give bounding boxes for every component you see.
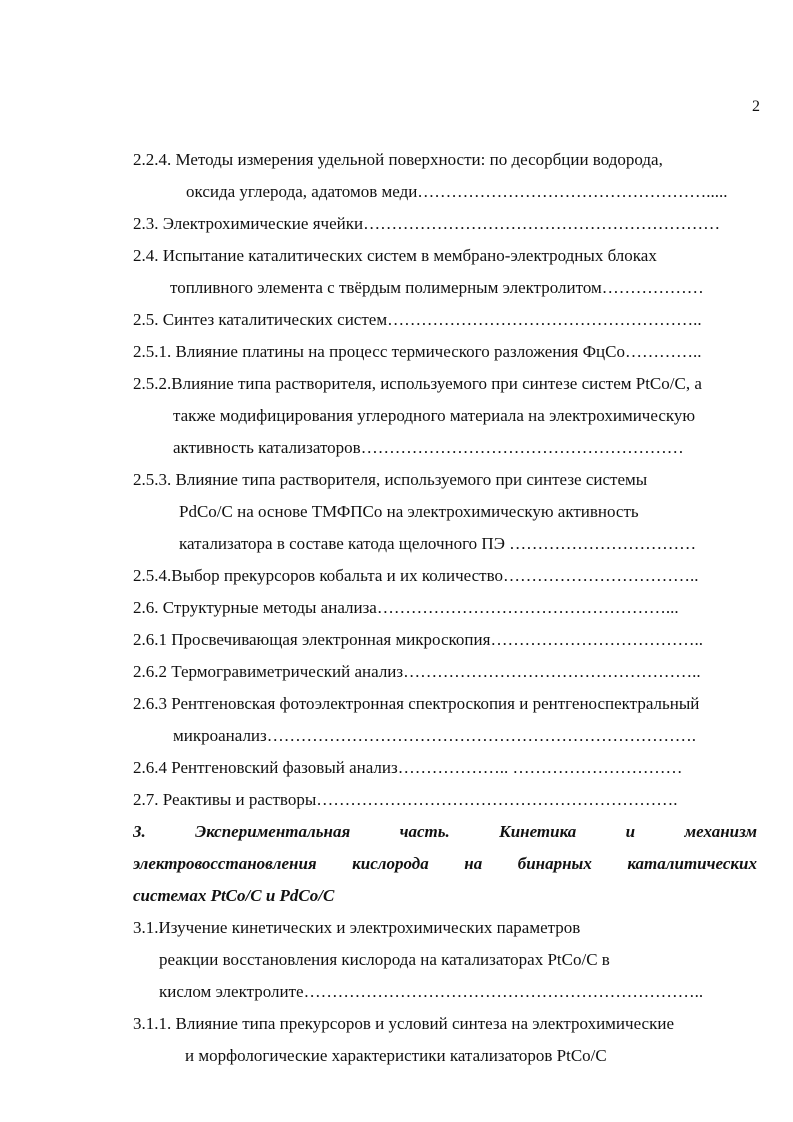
toc-entry-2-4-cont: топливного элемента с твёрдым полимерным электролитом……………… [170,278,704,297]
toc-chapter-3-line2: электровосстановления кислорода на бинарных каталитических [133,854,757,873]
toc-entry-2-7: 2.7. Реактивы и растворы………………………………………………………. [133,790,678,809]
toc-entry-2-5-1: 2.5.1. Влияние платины на процесс термического разложения ФцСо………….. [133,342,702,361]
toc-entry-3-1-1: 3.1.1. Влияние типа прекурсоров и условий синтеза на электрохимические [133,1014,674,1033]
toc-entry-2-3: 2.3. Электрохимические ячейки……………………………………………………… [133,214,721,233]
toc-entry-2-5-2-cont2: активность катализаторов………………………………………………… [173,438,684,457]
toc-entry-2-6-2: 2.6.2 Термогравиметрический анализ…………………………………………….. [133,662,701,681]
toc-entry-2-6-4: 2.6.4 Рентгеновский фазовый анализ……………….. ………………………… [133,758,683,777]
toc-entry-2-6-3: 2.6.3 Рентгеновская фотоэлектронная спектроскопия и рентгеноспектральный [133,694,700,713]
toc-entry-2-5-3: 2.5.3. Влияние типа растворителя, используемого при синтезе системы [133,470,648,489]
toc-entry-3-1-cont1: реакции восстановления кислорода на катализаторах PtCo/C в [159,950,610,969]
toc-chapter-3-line3: системах PtCo/C и PdCo/C [133,886,335,905]
toc-entry-2-5: 2.5. Синтез каталитических систем……………………………………………….. [133,310,702,329]
toc-entry-2-4: 2.4. Испытание каталитических систем в мембрано-электродных блоках [133,246,657,265]
toc-entry-3-1-1-cont: и морфологические характеристики катализаторов PtCo/C [185,1046,607,1065]
toc-entry-3-1: 3.1.Изучение кинетических и электрохимических параметров [133,918,581,937]
toc-chapter-3-line1: 3. Экспериментальная часть. Кинетика и механизм [133,822,757,841]
toc-entry-2-5-3-cont1: PdCo/C на основе ТМФПСо на электрохимическую активность [179,502,639,521]
toc-entry-3-1-cont2: кислом электролите…………………………………………………………….. [159,982,704,1001]
toc-entry-2-5-2-cont1: также модифицирования углеродного материала на электрохимическую [173,406,696,425]
toc-entry-2-6: 2.6. Структурные методы анализа……………………………………………... [133,598,679,617]
toc-entry-2-5-4: 2.5.4.Выбор прекурсоров кобальта и их количество…………………………….. [133,566,699,585]
toc-entry-2-6-3-cont: микроанализ…………………………………………………………………. [173,726,696,745]
toc-entry-2-2-4-cont: оксида углерода, адатомов меди……………………………………………..... [186,182,728,201]
toc-entry-2-2-4: 2.2.4. Методы измерения удельной поверхности: по десорбции водорода, [133,150,663,169]
toc-entry-2-5-3-cont2: катализатора в составе катода щелочного ПЭ …………………………… [179,534,697,553]
toc-entry-2-5-2: 2.5.2.Влияние типа растворителя, используемого при синтезе систем PtCo/C, а [133,374,702,393]
page-number: 2 [752,98,760,115]
toc-entry-2-6-1: 2.6.1 Просвечивающая электронная микроскопия……………………………….. [133,630,703,649]
